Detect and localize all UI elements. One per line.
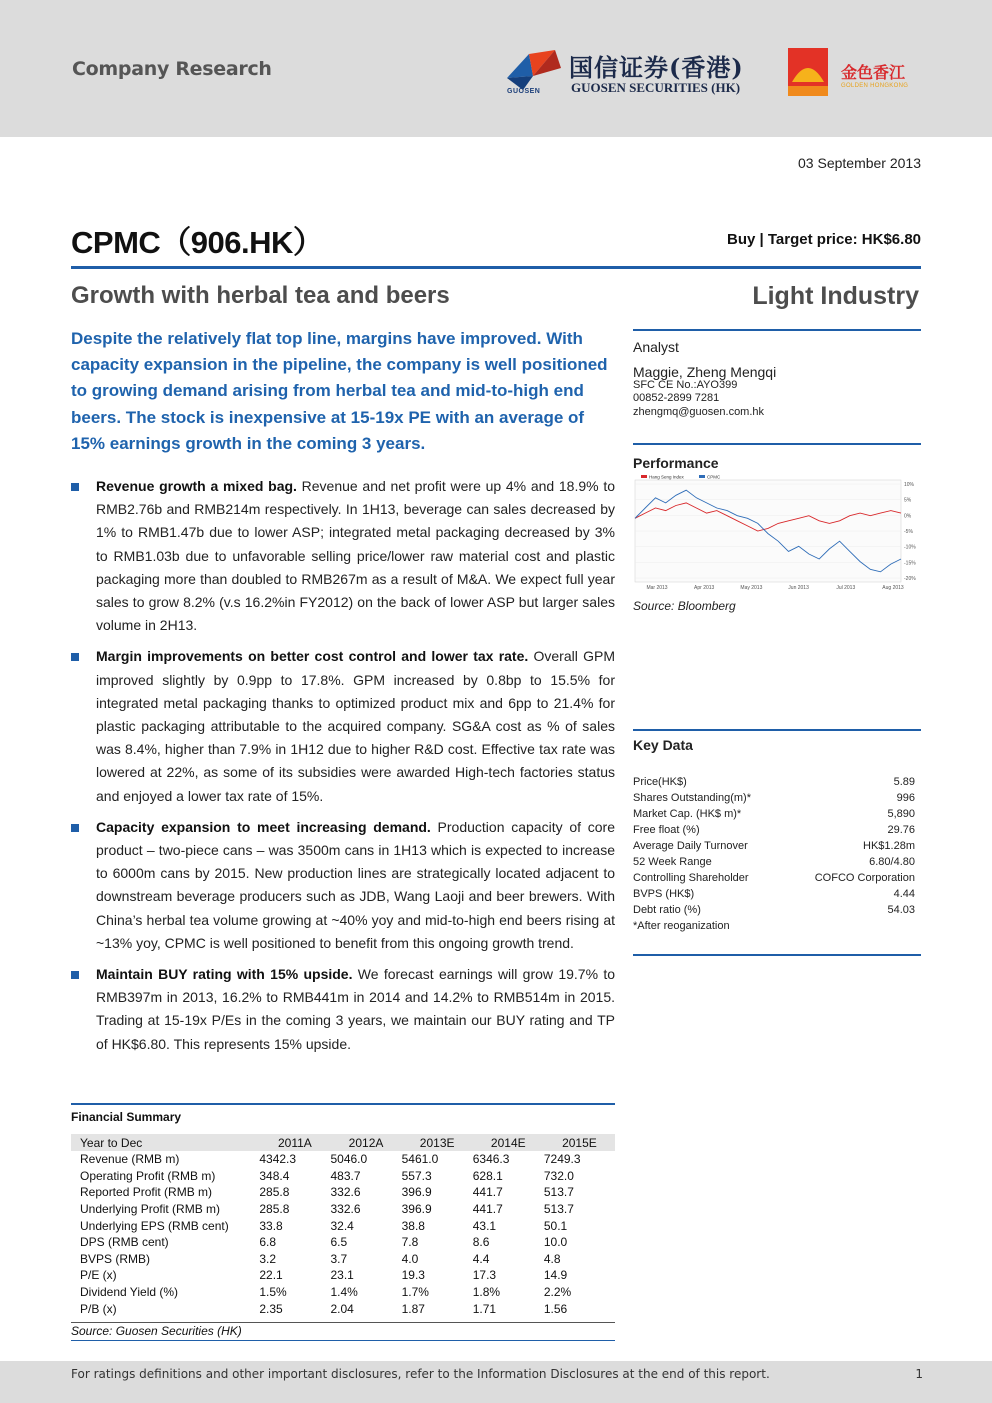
rating-target-price: Buy | Target price: HK$6.80 bbox=[727, 231, 921, 248]
key-data-row bbox=[633, 806, 915, 822]
key-data-row bbox=[633, 790, 915, 806]
value-cell: 513.7 bbox=[543, 1185, 574, 1200]
financial-summary-bottom-rule bbox=[71, 1322, 615, 1323]
value-cell: 38.8 bbox=[401, 1218, 425, 1233]
title-divider bbox=[71, 266, 921, 269]
performance-divider bbox=[633, 443, 921, 445]
analyst-divider bbox=[633, 329, 921, 331]
row-label-cell: Reported Profit (RMB m) bbox=[80, 1185, 213, 1200]
value-cell: 23.1 bbox=[330, 1268, 354, 1283]
bullet-square-icon bbox=[71, 483, 79, 491]
key-data-row bbox=[633, 838, 915, 854]
value-cell: 1.71 bbox=[472, 1301, 497, 1316]
bullet-square-icon bbox=[71, 824, 79, 832]
chart-legend-swatch bbox=[699, 475, 705, 478]
key-data-row bbox=[633, 822, 915, 838]
value-cell: 441.7 bbox=[472, 1202, 503, 1217]
value-cell: 7.8 bbox=[401, 1235, 419, 1250]
logo-brand-en: GUOSEN SECURITIES (HK) bbox=[571, 80, 741, 95]
header-cell: 2011A bbox=[259, 1134, 330, 1151]
bullet-text: Revenue and net profit were up 4% and 18.9% to RMB2.76b and RMB214m respectively. In 1H13, beverage can sales decreased by 1% to RMB1.47b due to lower ASP; integrated metal packaging decreased by 3% to RMB1.03b due to unfavorable selling price/lower raw material cost and plastic packaging more than doubled to RMB267m as a result of M&A. We expect full year sales to grow 8.2% (v.s 16.2%in FY2012) on the back of lower ASP but larger sales volume in 2H13. bbox=[96, 478, 615, 634]
key-data-value: 4.44 bbox=[893, 888, 915, 900]
chart-y-tick-label: -5% bbox=[904, 529, 913, 535]
value-cell: 732.0 bbox=[543, 1168, 574, 1183]
row-label-cell: Dividend Yield (%) bbox=[80, 1285, 179, 1300]
bullet-heading: Capacity expansion to meet increasing demand. bbox=[96, 818, 431, 835]
report-date: 03 September 2013 bbox=[798, 155, 921, 171]
key-data-row bbox=[633, 870, 915, 886]
value-cell: 1.7% bbox=[401, 1285, 429, 1300]
value-cell: 441.7 bbox=[472, 1185, 503, 1200]
financial-summary-table bbox=[71, 1134, 615, 1317]
key-data-value: 6.80/4.80 bbox=[869, 856, 915, 868]
value-cell: 22.1 bbox=[259, 1268, 283, 1283]
value-cell: 332.6 bbox=[330, 1185, 361, 1200]
analyst-email[interactable]: zhengmq@guosen.com.hk bbox=[633, 405, 765, 418]
key-data-footnote: *After reoganization bbox=[633, 920, 730, 932]
row-label-cell: Revenue (RMB m) bbox=[80, 1152, 180, 1167]
key-data-label-cell: Free float (%) bbox=[633, 824, 700, 836]
chart-y-tick-label: -20% bbox=[904, 576, 916, 582]
value-cell: 32.4 bbox=[330, 1218, 354, 1233]
chart-legend-label: Hang Seng Index bbox=[649, 474, 684, 480]
key-data-row bbox=[633, 854, 915, 870]
row-label-cell: DPS (RMB cent) bbox=[80, 1235, 169, 1250]
key-data-label-cell: Average Daily Turnover bbox=[633, 840, 748, 852]
financial-summary-row bbox=[71, 1284, 615, 1301]
key-data-row bbox=[633, 886, 915, 902]
financial-summary-divider bbox=[71, 1103, 615, 1105]
golden-hongkong-mark-icon bbox=[788, 48, 828, 96]
analyst-names: Maggie, Zheng Mengqi bbox=[633, 364, 777, 380]
value-cell: 513.7 bbox=[543, 1202, 574, 1217]
value-cell: 5461.0 bbox=[401, 1152, 439, 1167]
bullet-square-icon bbox=[71, 971, 79, 979]
key-data-row bbox=[633, 902, 915, 918]
value-cell: 348.4 bbox=[259, 1168, 290, 1183]
value-cell: 1.8% bbox=[472, 1285, 501, 1300]
financial-summary-source: Source: Guosen Securities (HK) bbox=[71, 1324, 242, 1338]
key-data-label-cell: Price(HK$) bbox=[633, 776, 687, 788]
chart-y-tick-label: -10% bbox=[904, 544, 916, 551]
value-cell: 396.9 bbox=[401, 1202, 432, 1217]
key-data-label-cell: Debt ratio (%) bbox=[633, 904, 701, 916]
header-cell: 2014E bbox=[473, 1134, 544, 1151]
chart-x-tick-label: Mar 2013 bbox=[646, 585, 668, 591]
value-cell: 6.8 bbox=[259, 1235, 277, 1250]
key-data-value: 29.76 bbox=[887, 824, 915, 836]
chart-x-tick-label: May 2013 bbox=[740, 585, 763, 591]
financial-summary-row bbox=[71, 1168, 615, 1185]
key-data-end-divider bbox=[633, 954, 921, 956]
chart-x-tick-label: Jun 2013 bbox=[788, 585, 809, 591]
key-data-value: 54.03 bbox=[887, 904, 915, 916]
chart-y-tick-label: 10% bbox=[904, 482, 915, 488]
key-data-value: COFCO Corporation bbox=[814, 872, 915, 884]
key-data-label: Key Data bbox=[633, 737, 693, 753]
row-label-cell: Operating Profit (RMB m) bbox=[80, 1168, 216, 1183]
performance-label: Performance bbox=[633, 455, 719, 471]
value-cell: 557.3 bbox=[401, 1168, 432, 1183]
financial-summary-row bbox=[71, 1201, 615, 1218]
value-cell: 50.1 bbox=[543, 1218, 568, 1233]
key-data-value: 996 bbox=[896, 792, 915, 804]
value-cell: 43.1 bbox=[472, 1218, 497, 1233]
row-label-cell: P/E (x) bbox=[80, 1268, 117, 1283]
executive-summary: Despite the relatively flat top line, margins have improved. With capacity expansion in the pipeline, the company is well positioned to growing demand arising from herbal tea and mid-to-high end beers. The stock is inexpensive at 15-19x PE with an average of 15% earnings growth in the coming 3 years. bbox=[71, 329, 608, 453]
value-cell: 7249.3 bbox=[543, 1152, 581, 1167]
header-cell: 2015E bbox=[544, 1134, 615, 1151]
financial-summary-row bbox=[71, 1184, 615, 1201]
bullet-text: We forecast earnings will grow 19.7% to RMB397m in 2013, 16.2% to RMB441m in 2014 and 14.2% to RMB514m in 2015. Trading at 15-19x P/Es in the coming 3 years, we maintain our BUY rating and TP of HK$6.80. This represents 15% upside. bbox=[96, 966, 615, 1052]
row-label-cell: P/B (x) bbox=[80, 1301, 117, 1316]
bullet-heading: Margin improvements on better cost control and lower tax rate. bbox=[96, 648, 529, 665]
value-cell: 4.4 bbox=[472, 1251, 490, 1266]
value-cell: 396.9 bbox=[401, 1185, 432, 1200]
value-cell: 1.5% bbox=[259, 1285, 287, 1300]
financial-summary-row bbox=[71, 1217, 615, 1234]
bullet-item bbox=[71, 816, 615, 955]
chart-legend-label: CPMC bbox=[707, 474, 721, 480]
value-cell: 628.1 bbox=[472, 1168, 503, 1183]
chart-y-tick-label: 0% bbox=[904, 513, 912, 520]
value-cell: 483.7 bbox=[330, 1168, 361, 1183]
key-data-label-cell: Controlling Shareholder bbox=[633, 872, 749, 884]
bullet-square-icon bbox=[71, 653, 79, 661]
value-cell: 4.8 bbox=[543, 1251, 561, 1266]
financial-summary-row bbox=[71, 1251, 615, 1268]
guosen-logo bbox=[503, 44, 923, 102]
section-label: Company Research bbox=[72, 58, 272, 80]
key-data-row bbox=[633, 774, 915, 790]
sector-label: Light Industry bbox=[752, 282, 919, 310]
chart-x-tick-label: Aug 2013 bbox=[882, 585, 904, 591]
value-cell: 2.35 bbox=[259, 1301, 283, 1316]
report-title: CPMC（906.HK） bbox=[71, 225, 324, 260]
header-cell: 2013E bbox=[402, 1134, 473, 1151]
financial-summary-row bbox=[71, 1151, 615, 1168]
row-label-cell: Underlying Profit (RMB m) bbox=[80, 1202, 221, 1217]
bullet-heading: Revenue growth a mixed bag. bbox=[96, 478, 297, 494]
key-data-value: 5.89 bbox=[893, 776, 915, 788]
bullet-heading: Maintain BUY rating with 15% upside. bbox=[96, 966, 353, 983]
analyst-phone: 00852-2899 7281 bbox=[633, 392, 720, 405]
row-label-cell: BVPS (RMB) bbox=[80, 1251, 151, 1266]
value-cell: 33.8 bbox=[259, 1218, 283, 1233]
key-data-label-cell: Shares Outstanding(m)* bbox=[633, 792, 751, 804]
footer-disclaimer: For ratings definitions and other important disclosures, refer to the Information Disclosures at the end of this report. bbox=[71, 1367, 770, 1381]
value-cell: 4342.3 bbox=[259, 1152, 297, 1167]
financial-summary-header-row bbox=[71, 1134, 615, 1151]
analyst-contact bbox=[633, 379, 921, 419]
bullet-text: Overall GPM improved slightly by 0.9pp to 17.8%. GPM increased by 0.8bp to 15.5% for integrated metal packaging thanks to optimized product mix and 6pp to 21.4% for plastic packaging attributable to the acquired company. SG&A cost as % of sales was 8.4%, higher than 7.9% in 1H12 due to higher R&D cost. Effective tax rate was lowered at 22%, as some of its subsidies were awarded High-tech factories status and enjoyed a lower tax rate of 15%. bbox=[96, 648, 615, 804]
key-data-label-cell: BVPS (HK$) bbox=[633, 888, 695, 900]
header-cell: Year to Dec bbox=[71, 1134, 259, 1151]
value-cell: 19.3 bbox=[401, 1268, 425, 1283]
value-cell: 2.2% bbox=[543, 1285, 572, 1300]
bullet-text: Production capacity of core product – two-piece cans – was 3500m cans in 1H13 which is expected to increase to 6000m cans by 2015. New production lines are strategically located adjacent to downstream beverage producers such as JDB, Wang Laoji and beer brewers. With China’s herbal tea volume growing at ~40% yoy and mid-to-high end beers rising at ~13% yoy, CPMC is well positioned to benefit from this ongoing growth trend. bbox=[96, 818, 615, 951]
key-data-table bbox=[633, 774, 915, 934]
partner-brand-en: GOLDEN HONGKONG bbox=[841, 83, 909, 89]
header-cell: 2012A bbox=[330, 1134, 401, 1151]
value-cell: 17.3 bbox=[472, 1268, 497, 1283]
key-data-label-cell: Market Cap. (HK$ m)* bbox=[633, 808, 742, 820]
value-cell: 3.7 bbox=[330, 1251, 348, 1266]
chart-x-tick-label: Apr 2013 bbox=[694, 585, 715, 591]
value-cell: 1.87 bbox=[401, 1301, 425, 1316]
chart-legend-swatch bbox=[641, 475, 647, 478]
bullet-list bbox=[71, 475, 615, 1064]
report-subtitle: Growth with herbal tea and beers bbox=[71, 282, 450, 309]
value-cell: 3.2 bbox=[259, 1251, 277, 1266]
bullet-item bbox=[71, 475, 615, 637]
key-data-label-cell: 52 Week Range bbox=[633, 856, 712, 868]
value-cell: 5046.0 bbox=[330, 1152, 368, 1167]
financial-summary-row bbox=[71, 1267, 615, 1284]
financial-summary-end-rule bbox=[71, 1340, 615, 1341]
financial-summary-title: Financial Summary bbox=[71, 1110, 182, 1124]
bullet-item bbox=[71, 645, 615, 807]
value-cell: 14.9 bbox=[543, 1268, 568, 1283]
key-data-value: HK$1.28m bbox=[863, 840, 915, 852]
value-cell: 6346.3 bbox=[472, 1152, 510, 1167]
value-cell: 1.4% bbox=[330, 1285, 358, 1300]
performance-chart bbox=[633, 472, 923, 592]
logo-mark-text: GUOSEN bbox=[507, 88, 541, 95]
performance-source: Source: Bloomberg bbox=[633, 599, 736, 613]
chart-x-tick-label: Jul 2013 bbox=[836, 585, 856, 591]
key-data-divider bbox=[633, 729, 921, 731]
value-cell: 6.5 bbox=[330, 1235, 348, 1250]
partner-brand-cn: 金色香江 bbox=[841, 63, 906, 82]
page-number: 1 bbox=[915, 1367, 923, 1381]
bullet-item bbox=[71, 963, 615, 1056]
chart-y-tick-label: -15% bbox=[904, 560, 916, 567]
value-cell: 8.6 bbox=[472, 1235, 490, 1250]
key-data-value: 5,890 bbox=[887, 808, 915, 820]
value-cell: 285.8 bbox=[259, 1185, 290, 1200]
value-cell: 2.04 bbox=[330, 1301, 354, 1316]
value-cell: 285.8 bbox=[259, 1202, 290, 1217]
financial-summary-row bbox=[71, 1234, 615, 1251]
row-label-cell: Underlying EPS (RMB cent) bbox=[80, 1218, 229, 1233]
analyst-label: Analyst bbox=[633, 339, 679, 355]
chart-y-tick-label: 5% bbox=[904, 497, 912, 504]
value-cell: 10.0 bbox=[543, 1235, 568, 1250]
logo-brand-cn: 国信证券(香港) bbox=[569, 53, 744, 82]
value-cell: 1.56 bbox=[543, 1301, 568, 1316]
value-cell: 332.6 bbox=[330, 1202, 361, 1217]
value-cell: 4.0 bbox=[401, 1251, 419, 1266]
financial-summary-row bbox=[71, 1300, 615, 1317]
analyst-sfc: SFC CE No.:AYO399 bbox=[633, 379, 738, 391]
